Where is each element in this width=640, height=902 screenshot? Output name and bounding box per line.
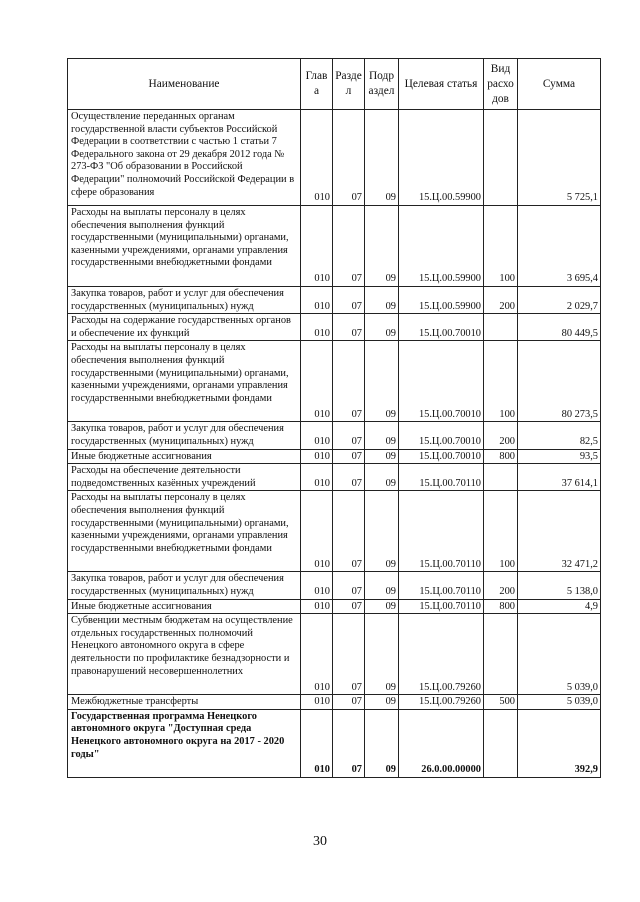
row-chapter: 010 [301, 422, 333, 449]
row-sum: 80 273,5 [518, 341, 601, 422]
row-name: Межбюджетные трансферты [68, 695, 301, 710]
table-row [68, 464, 601, 491]
table-row [68, 110, 601, 206]
row-target: 15.Ц.00.70010 [399, 422, 484, 449]
row-chapter: 010 [301, 695, 333, 710]
row-target: 15.Ц.00.70110 [399, 572, 484, 599]
header-section: Разде л [333, 59, 365, 110]
table-row [68, 314, 601, 341]
table-row [68, 422, 601, 449]
row-section: 07 [333, 614, 365, 695]
row-chapter: 010 [301, 110, 333, 206]
row-expense-type: 200 [484, 422, 518, 449]
row-section: 07 [333, 449, 365, 464]
table-row [68, 341, 601, 422]
row-target: 26.0.00.00000 [399, 709, 484, 777]
row-sum: 32 471,2 [518, 491, 601, 572]
row-target: 15.Ц.00.70110 [399, 599, 484, 614]
row-chapter: 010 [301, 464, 333, 491]
header-sum: Сумма [518, 59, 601, 110]
row-section: 07 [333, 206, 365, 287]
row-expense-type [484, 110, 518, 206]
row-sum: 3 695,4 [518, 206, 601, 287]
row-sum: 5 039,0 [518, 614, 601, 695]
row-section: 07 [333, 110, 365, 206]
row-section: 07 [333, 491, 365, 572]
row-sum: 5 138,0 [518, 572, 601, 599]
row-expense-type: 100 [484, 491, 518, 572]
row-chapter: 010 [301, 599, 333, 614]
table-row [68, 572, 601, 599]
table-row [68, 491, 601, 572]
row-subsection: 09 [365, 695, 399, 710]
table-row [68, 695, 601, 710]
row-section: 07 [333, 287, 365, 314]
row-target: 15.Ц.00.59900 [399, 287, 484, 314]
row-subsection: 09 [365, 464, 399, 491]
row-expense-type: 100 [484, 206, 518, 287]
row-sum: 4,9 [518, 599, 601, 614]
header-subsection: Подр аздел [365, 59, 399, 110]
row-chapter: 010 [301, 314, 333, 341]
row-name: Субвенции местным бюджетам на осуществление отдельных государственных полномочий Ненецкого автономного округа в сфере деятельности по профилактике безнадзорности и правонарушений несовершеннолетних [68, 614, 301, 695]
row-chapter: 010 [301, 614, 333, 695]
row-chapter: 010 [301, 287, 333, 314]
row-section: 07 [333, 709, 365, 777]
row-section: 07 [333, 341, 365, 422]
row-subsection: 09 [365, 491, 399, 572]
row-sum: 80 449,5 [518, 314, 601, 341]
page-number: 30 [313, 834, 327, 849]
row-target: 15.Ц.00.79260 [399, 614, 484, 695]
row-chapter: 010 [301, 341, 333, 422]
row-chapter: 010 [301, 572, 333, 599]
row-name: Иные бюджетные ассигнования [68, 599, 301, 614]
row-sum: 82,5 [518, 422, 601, 449]
table-row [68, 287, 601, 314]
row-target: 15.Ц.00.59900 [399, 206, 484, 287]
row-subsection: 09 [365, 287, 399, 314]
row-chapter: 010 [301, 709, 333, 777]
row-subsection: 09 [365, 449, 399, 464]
table-header-row [68, 59, 601, 110]
row-section: 07 [333, 422, 365, 449]
row-expense-type: 200 [484, 287, 518, 314]
row-expense-type [484, 614, 518, 695]
row-expense-type [484, 709, 518, 777]
row-sum: 5 039,0 [518, 695, 601, 710]
row-expense-type [484, 464, 518, 491]
row-target: 15.Ц.00.70010 [399, 449, 484, 464]
row-subsection: 09 [365, 572, 399, 599]
row-target: 15.Ц.00.70010 [399, 341, 484, 422]
row-name: Расходы на выплаты персоналу в целях обеспечения выполнения функций государственными (муниципальными) органами, казенными учреждениями, органами управления государственными внебюджетными фондами [68, 206, 301, 287]
table-row [68, 614, 601, 695]
row-chapter: 010 [301, 206, 333, 287]
row-name: Расходы на выплаты персоналу в целях обеспечения выполнения функций государственными (муниципальными) органами, казенными учреждениями, органами управления государственными внебюджетными фондами [68, 341, 301, 422]
row-name: Расходы на содержание государственных органов и обеспечение их функций [68, 314, 301, 341]
row-sum: 93,5 [518, 449, 601, 464]
row-sum: 37 614,1 [518, 464, 601, 491]
row-expense-type: 100 [484, 341, 518, 422]
row-sum: 2 029,7 [518, 287, 601, 314]
budget-table [67, 58, 601, 778]
row-sum: 392,9 [518, 709, 601, 777]
row-target: 15.Ц.00.59900 [399, 110, 484, 206]
row-name: Расходы на обеспечение деятельности подведомственных казённых учреждений [68, 464, 301, 491]
row-target: 15.Ц.00.70110 [399, 464, 484, 491]
row-expense-type: 800 [484, 599, 518, 614]
row-subsection: 09 [365, 314, 399, 341]
row-name: Осуществление переданных органам государственной власти субъектов Российской Федерации в соответствии с частью 1 статьи 7 Федерального закона от 29 декабря 2012 года № 273-ФЗ "Об образовании в Российской Федерации" полномочий Российской Федерации в сфере образования [68, 110, 301, 206]
row-chapter: 010 [301, 449, 333, 464]
row-subsection: 09 [365, 599, 399, 614]
header-name: Наименование [68, 59, 301, 110]
header-chapter: Глав а [301, 59, 333, 110]
row-section: 07 [333, 599, 365, 614]
row-name: Государственная программа Ненецкого автономного округа "Доступная среда Ненецкого автономного округа на 2017 - 2020 годы" [68, 709, 301, 777]
row-name: Расходы на выплаты персоналу в целях обеспечения выполнения функций государственными (муниципальными) органами, казенными учреждениями, органами управления государственными внебюджетными фондами [68, 491, 301, 572]
table-row [68, 206, 601, 287]
row-chapter: 010 [301, 491, 333, 572]
row-sum: 5 725,1 [518, 110, 601, 206]
row-section: 07 [333, 695, 365, 710]
row-name: Закупка товаров, работ и услуг для обеспечения государственных (муниципальных) нужд [68, 287, 301, 314]
table-row [68, 709, 601, 777]
row-name: Закупка товаров, работ и услуг для обеспечения государственных (муниципальных) нужд [68, 422, 301, 449]
row-expense-type: 200 [484, 572, 518, 599]
row-section: 07 [333, 572, 365, 599]
row-name: Иные бюджетные ассигнования [68, 449, 301, 464]
row-section: 07 [333, 314, 365, 341]
header-expense-type: Вид расхо дов [484, 59, 518, 110]
row-expense-type: 800 [484, 449, 518, 464]
row-expense-type: 500 [484, 695, 518, 710]
row-target: 15.Ц.00.70010 [399, 314, 484, 341]
row-target: 15.Ц.00.79260 [399, 695, 484, 710]
row-expense-type [484, 314, 518, 341]
row-target: 15.Ц.00.70110 [399, 491, 484, 572]
row-subsection: 09 [365, 206, 399, 287]
row-name: Закупка товаров, работ и услуг для обеспечения государственных (муниципальных) нужд [68, 572, 301, 599]
table-row [68, 449, 601, 464]
row-section: 07 [333, 464, 365, 491]
row-subsection: 09 [365, 614, 399, 695]
row-subsection: 09 [365, 341, 399, 422]
header-target: Целевая статья [399, 59, 484, 110]
table-row [68, 599, 601, 614]
row-subsection: 09 [365, 110, 399, 206]
row-subsection: 09 [365, 422, 399, 449]
row-subsection: 09 [365, 709, 399, 777]
